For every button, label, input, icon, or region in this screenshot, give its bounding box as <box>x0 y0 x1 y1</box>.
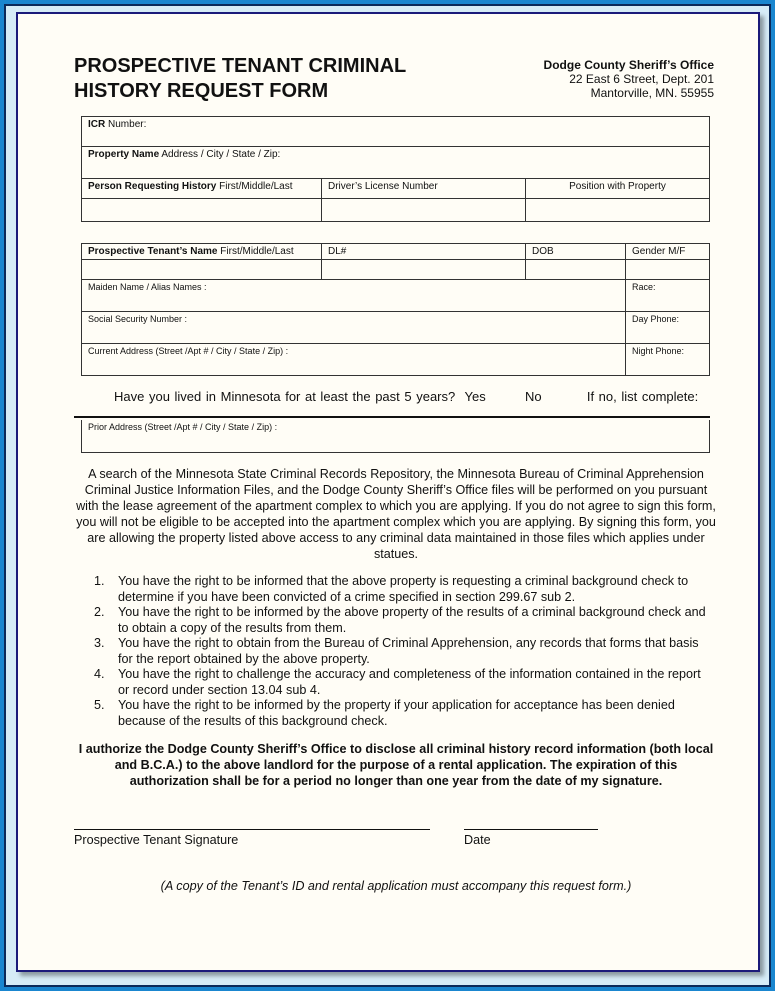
form-title <box>74 54 406 104</box>
position-label: Position with Property <box>526 179 710 199</box>
position-input[interactable] <box>526 199 710 222</box>
signature-label: Prospective Tenant Signature <box>74 833 239 847</box>
tenant-dl-label: DL# <box>322 244 526 260</box>
yes-option[interactable]: Yes <box>464 389 486 404</box>
tenant-name-input[interactable] <box>82 260 322 280</box>
maiden-name-field[interactable]: Maiden Name / Alias Names : <box>82 280 626 312</box>
current-address-field[interactable]: Current Address (Street /Apt # / City / State / Zip) : <box>82 344 626 376</box>
day-phone-field[interactable]: Day Phone: <box>626 312 710 344</box>
gender-input[interactable] <box>626 260 710 280</box>
dl-label: Driver’s License Number <box>322 179 526 199</box>
minnesota-residency-question: Have you lived in Minnesota for at least the past 5 years? Yes No If no, list complete: <box>114 389 699 404</box>
footer-note: (A copy of the Tenant’s ID and rental application must accompany this request form.) <box>160 879 632 893</box>
prior-address-field[interactable]: Prior Address (Street /Apt # / City / State / Zip) : <box>82 420 710 452</box>
document-page <box>16 12 760 972</box>
divider <box>74 416 710 418</box>
office-street: 22 East 6 Street, Dept. 201 <box>569 72 714 86</box>
tenant-table: Prospective Tenant’s Name First/Middle/Last DL# DOB Gender M/F Maiden Name / Alias Names : Race: Social Security Number : Day Phone: Current Address (Street /Apt # / City / State / Zip) : Night Phone: <box>81 243 710 376</box>
list-item: 2. You have the right to be informed by the above property of the results of a criminal background check and to obtain a copy of the results from them. <box>94 605 706 635</box>
requester-name-input[interactable] <box>82 199 322 222</box>
night-phone-field[interactable]: Night Phone: <box>626 344 710 376</box>
property-name-field[interactable]: Property Name Address / City / State / Zip: <box>82 147 710 179</box>
title-line-2: HISTORY REQUEST FORM <box>74 80 329 102</box>
list-item: 3. You have the right to obtain from the Bureau of Criminal Apprehension, any records that forms that basis for the report obtained by the above property. <box>94 636 699 666</box>
no-option[interactable]: No <box>524 389 542 404</box>
gender-label: Gender M/F <box>626 244 710 260</box>
office-name: Dodge County Sheriff’s Office <box>543 58 714 72</box>
requester-table: ICR Number: Property Name Address / City / State / Zip: Person Requesting History First/Middle/Last Driver’s License Number Position with Property <box>81 116 710 222</box>
ssn-field[interactable]: Social Security Number : <box>82 312 626 344</box>
tenant-name-label: Prospective Tenant’s Name <box>88 246 218 257</box>
date-label: Date <box>464 833 491 847</box>
tenant-dl-input[interactable] <box>322 260 526 280</box>
list-item: 4. You have the right to challenge the accuracy and completeness of the information contained in the report or record under section 13.04 sub 4. <box>94 667 701 697</box>
disclosure-paragraph: A search of the Minnesota State Criminal Records Repository, the Minnesota Bureau of Criminal Apprehension Criminal Justice Information Files, and the Dodge County Sheriff’s Office files will be performed on you pursuant with the lease agreement of the apartment complex to which you are applying. If you do not agree to sign this form, you will not be eligible to be accepted into the apartment complex which you are applying. By signing this form, you are allowing the property listed above access to any criminal data maintained in those files which applies under statues. <box>76 467 716 561</box>
rights-list <box>94 574 714 729</box>
icr-number-field[interactable]: ICR Number: <box>82 117 710 147</box>
list-item: 1. You have the right to be informed that the above property is requesting a criminal background check to determine if you have been convicted of a crime specified in section 299.67 sub 2. <box>94 574 689 604</box>
prior-address-table <box>81 420 710 453</box>
date-line[interactable] <box>464 829 598 830</box>
office-city: Mantorville, MN. 55955 <box>590 86 714 100</box>
signature-line[interactable] <box>74 829 430 830</box>
authorization-statement: I authorize the Dodge County Sheriff’s Office to disclose all criminal history record information (both local and B.C.A.) to the above landlord for the purpose of a rental application. The expiration of this authorization shall be for a period no longer than one year from the date of my signature. <box>78 742 714 788</box>
requester-dl-input[interactable] <box>322 199 526 222</box>
requester-label: Person Requesting History <box>88 181 217 192</box>
race-field[interactable]: Race: <box>626 280 710 312</box>
title-line-1: PROSPECTIVE TENANT CRIMINAL <box>74 55 407 77</box>
dob-input[interactable] <box>526 260 626 280</box>
office-address <box>544 58 714 100</box>
dob-label: DOB <box>526 244 626 260</box>
list-item: 5. You have the right to be informed by the property if your application for acceptance has been denied because of the results of this background check. <box>94 698 675 728</box>
